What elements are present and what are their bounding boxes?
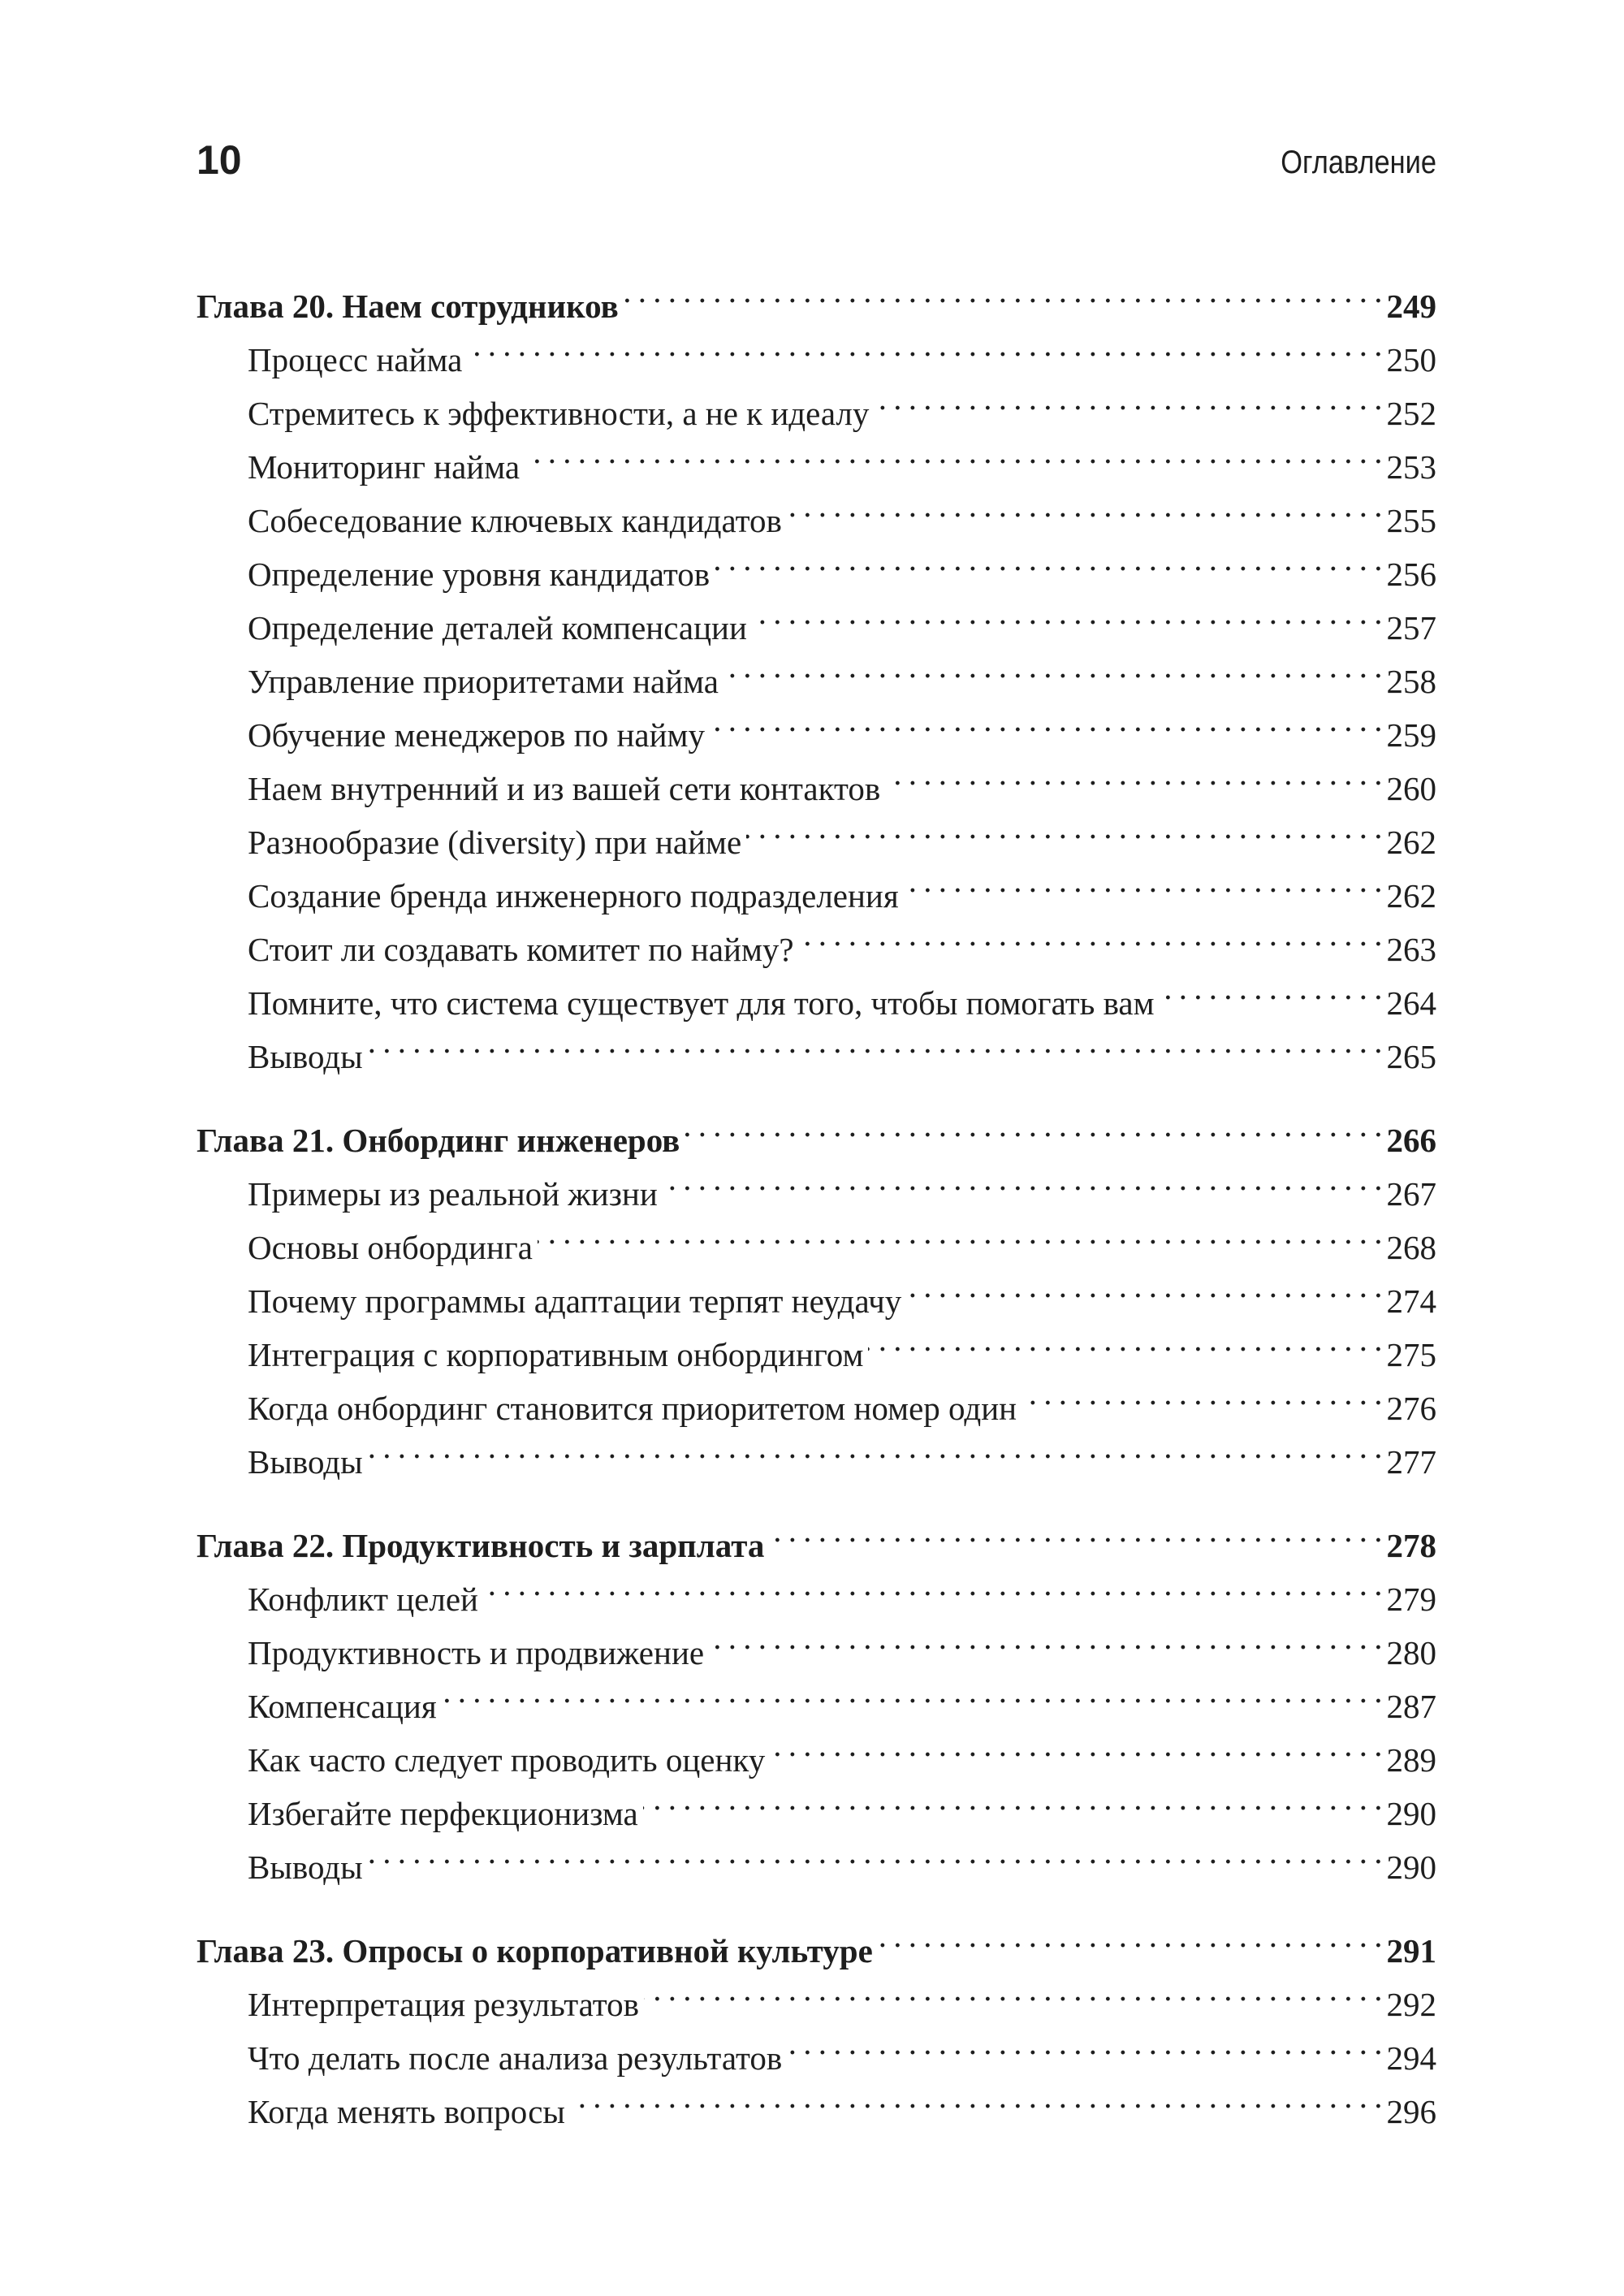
toc-entry-page: 253 (1386, 448, 1436, 486)
toc-entry-title: Создание бренда инженерного подразделения (248, 877, 899, 915)
toc-entry-title: Глава 22. Продуктивность и зарплата (197, 1527, 765, 1564)
dot-leader (624, 264, 1382, 318)
dot-leader (467, 318, 1381, 371)
toc-entry-page: 259 (1386, 716, 1436, 754)
dot-leader (885, 746, 1381, 800)
dot-leader (904, 854, 1382, 907)
toc-entry-page: 266 (1386, 1122, 1436, 1159)
toc-entry-title: Помните, что система существует для того, чтобы помогать вам (248, 984, 1155, 1022)
toc-entry-page: 258 (1386, 663, 1436, 700)
dot-leader (769, 1503, 1381, 1557)
toc-entry-title: Интеграция с корпоративным онбордингом (248, 1336, 864, 1373)
dot-leader (1021, 1366, 1381, 1420)
toc-entry-title: Мониторинг найма (248, 448, 520, 486)
toc-entry-title: Почему программы адаптации терпят неудачу (248, 1282, 902, 1320)
dot-leader (570, 2069, 1382, 2123)
table-of-contents (197, 264, 1436, 2130)
dot-leader (538, 1205, 1382, 1259)
toc-entry-title: Выводы (248, 1038, 363, 1075)
toc-entry-title: Примеры из реальной жизни (248, 1175, 658, 1213)
toc-chapter[interactable] (197, 264, 1436, 325)
dot-leader (868, 1312, 1381, 1366)
toc-entry-page: 256 (1386, 556, 1436, 593)
toc-entry-title: Интерпретация результатов (248, 1986, 640, 2023)
page-number: 10 (197, 137, 242, 183)
toc-entry-title: Обучение менеджеров по найму (248, 716, 705, 754)
toc-entry-title: Продуктивность и продвижение (248, 1634, 705, 1671)
toc-entry-page: 275 (1386, 1336, 1436, 1373)
toc-entry-title: Основы онбординга (248, 1229, 533, 1266)
dot-leader (710, 693, 1382, 746)
toc-entry-page: 274 (1386, 1282, 1436, 1320)
toc-entry-page: 260 (1386, 770, 1436, 807)
toc-entry-page: 292 (1386, 1986, 1436, 2023)
toc-entry-page: 294 (1386, 2039, 1436, 2077)
toc-entry-page: 268 (1386, 1229, 1436, 1266)
toc-chapter[interactable] (197, 1503, 1436, 1564)
toc-entry-page: 289 (1386, 1741, 1436, 1779)
dot-leader (715, 532, 1381, 586)
toc-entry-page: 267 (1386, 1175, 1436, 1213)
dot-leader (799, 907, 1382, 961)
dot-leader (906, 1259, 1381, 1312)
toc-entry-title: Когда онбординг становится приоритетом номер один (248, 1390, 1017, 1427)
toc-entry-page: 290 (1386, 1848, 1436, 1886)
toc-entry-page: 257 (1386, 609, 1436, 646)
toc-entry-page: 276 (1386, 1390, 1436, 1427)
toc-entry-title: Глава 20. Наем сотрудников (197, 288, 619, 325)
toc-entry-page: 296 (1386, 2093, 1436, 2130)
dot-leader (663, 1152, 1382, 1205)
dot-leader (644, 1962, 1381, 2016)
dot-leader (368, 1825, 1382, 1879)
dot-leader (787, 2016, 1381, 2069)
dot-leader (752, 586, 1382, 639)
toc-entry-title: Когда менять вопросы (248, 2093, 565, 2130)
dot-leader (483, 1557, 1382, 1611)
toc-entry-title: Выводы (248, 1848, 363, 1886)
toc-entry-page: 287 (1386, 1688, 1436, 1725)
dot-leader (1160, 961, 1382, 1014)
toc-entry-page: 252 (1386, 395, 1436, 432)
toc-entry-page: 263 (1386, 931, 1436, 968)
toc-entry-page: 262 (1386, 877, 1436, 915)
toc-entry-title: Разнообразие (diversity) при найме (248, 824, 742, 861)
dot-leader (709, 1611, 1381, 1664)
toc-entry-page: 262 (1386, 824, 1436, 861)
toc-entry-title: Что делать после анализа результатов (248, 2039, 783, 2077)
toc-entry-title: Определение уровня кандидатов (248, 556, 710, 593)
dot-leader (685, 1098, 1381, 1152)
dot-leader (723, 639, 1381, 693)
toc-entry-page: 264 (1386, 984, 1436, 1022)
dot-leader (643, 1771, 1382, 1825)
dot-leader (746, 800, 1381, 854)
toc-chapter[interactable] (197, 1909, 1436, 1970)
dot-leader (442, 1664, 1382, 1718)
toc-entry-page: 265 (1386, 1038, 1436, 1075)
toc-entry-page: 280 (1386, 1634, 1436, 1671)
toc-entry-title: Глава 23. Опросы о корпоративной культуре (197, 1932, 873, 1970)
toc-entry-title: Избегайте перфекционизма (248, 1795, 638, 1832)
toc-entry-title: Конфликт целей (248, 1580, 478, 1618)
toc-entry-title: Собеседование ключевых кандидатов (248, 502, 782, 539)
toc-entry-title: Компенсация (248, 1688, 437, 1725)
toc-entry-title: Глава 21. Онбординг инженеров (197, 1122, 680, 1159)
running-title: Оглавление (1281, 145, 1436, 180)
toc-entry-page: 290 (1386, 1795, 1436, 1832)
toc-entry-page: 291 (1386, 1932, 1436, 1970)
toc-entry-page: 249 (1386, 288, 1436, 325)
toc-entry-title: Наем внутренний и из вашей сети контактов (248, 770, 881, 807)
toc-entry-title: Выводы (248, 1443, 363, 1481)
toc-entry-title: Управление приоритетами найма (248, 663, 719, 700)
dot-leader (878, 1909, 1382, 1962)
toc-entry-page: 250 (1386, 341, 1436, 378)
dot-leader (368, 1420, 1382, 1473)
dot-leader (874, 371, 1381, 425)
toc-section[interactable] (197, 1420, 1436, 1481)
toc-entry-title: Стоит ли создавать комитет по найму? (248, 931, 794, 968)
toc-entry-title: Определение деталей компенсации (248, 609, 747, 646)
toc-entry-page: 278 (1386, 1527, 1436, 1564)
toc-entry-title: Стремитесь к эффективности, а не к идеалу (248, 395, 870, 432)
dot-leader (368, 1014, 1382, 1068)
dot-leader (787, 478, 1382, 532)
toc-chapter[interactable] (197, 1098, 1436, 1159)
dot-leader (525, 425, 1381, 478)
dot-leader (770, 1718, 1381, 1771)
toc-entry-page: 255 (1386, 502, 1436, 539)
toc-section[interactable] (197, 1014, 1436, 1075)
toc-entry-page: 277 (1386, 1443, 1436, 1481)
toc-section[interactable] (197, 1825, 1436, 1886)
toc-entry-page: 279 (1386, 1580, 1436, 1618)
toc-entry-title: Как часто следует проводить оценку (248, 1741, 766, 1779)
toc-entry-title: Процесс найма (248, 341, 463, 378)
